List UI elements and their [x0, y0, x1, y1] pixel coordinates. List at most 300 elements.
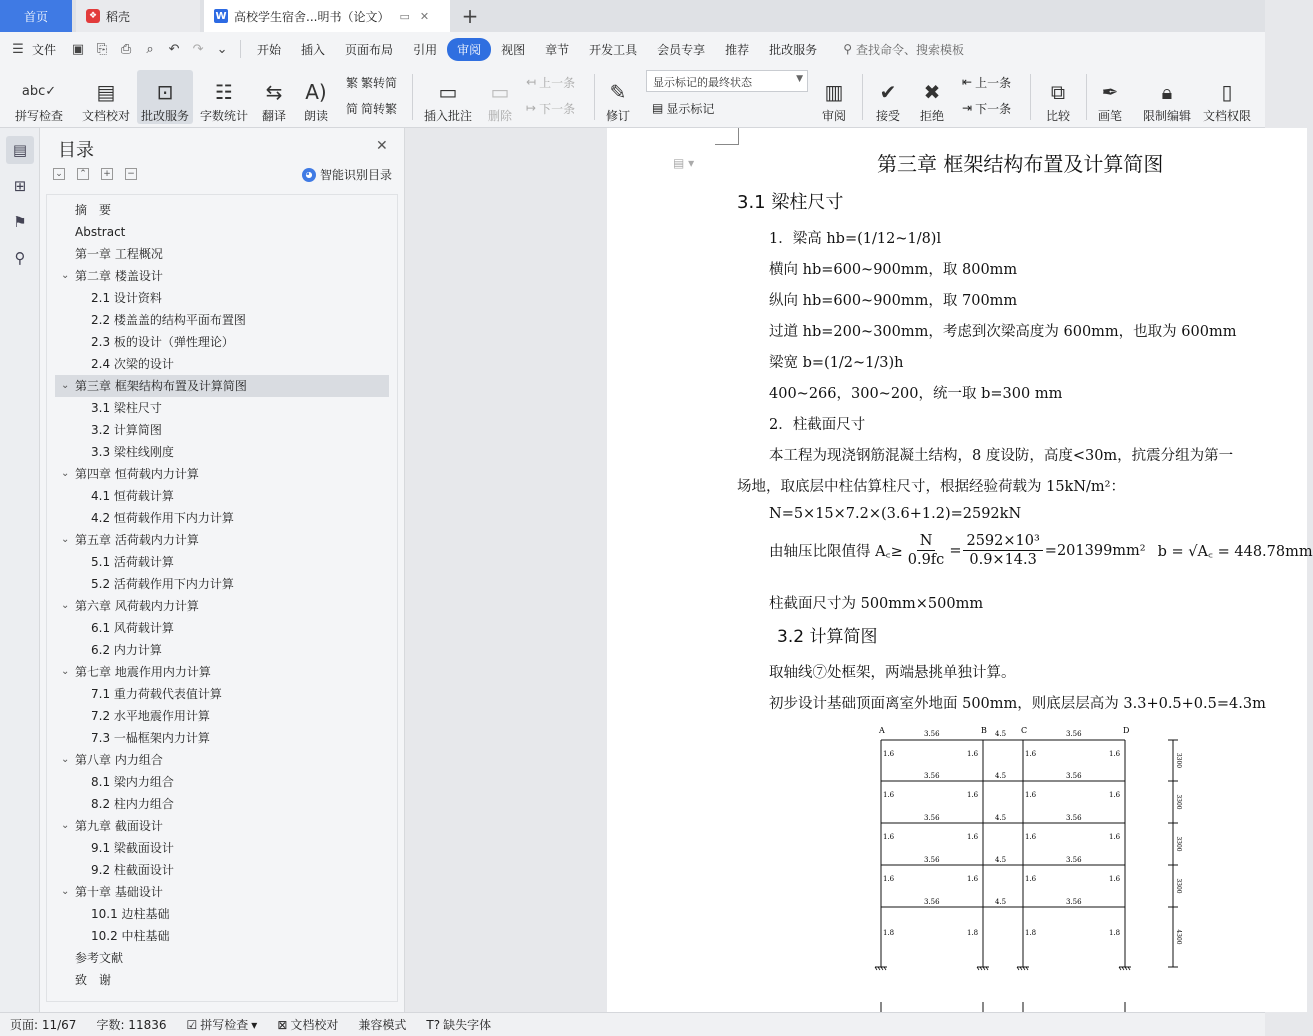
chevron-down-icon[interactable]: ⌄ — [61, 820, 70, 831]
smart-toc-label: 智能识别目录 — [320, 168, 393, 182]
toc-list — [46, 194, 398, 1002]
doc-line: 横向 hb=600~900mm，取 800mm — [769, 262, 1018, 278]
column-stiffness: 1.8 — [1025, 929, 1037, 937]
show-markup-label: 显示标记 — [666, 101, 715, 116]
column-stiffness: 1.6 — [883, 875, 895, 883]
axis-label: A — [879, 726, 885, 735]
toc-item-label: 第七章 地震作用内力计算 — [75, 665, 211, 679]
save-icon[interactable]: ▣ — [71, 41, 85, 57]
redo-icon[interactable]: ↷ — [192, 41, 204, 57]
grading-icon: ⊡ — [156, 80, 174, 104]
markup-state-value: 显示标记的最终状态 — [653, 76, 752, 89]
toc-item[interactable] — [47, 331, 397, 353]
column-stiffness: 1.6 — [1025, 791, 1037, 799]
section-heading: 3.1 梁柱尺寸 — [737, 192, 844, 213]
export-icon[interactable]: ⎘ — [96, 41, 108, 57]
column-stiffness: 1.6 — [1025, 875, 1037, 883]
toc-item[interactable] — [47, 903, 397, 925]
toc-item-label: 3.3 梁柱线刚度 — [91, 445, 174, 459]
toc-item-label: 第九章 截面设计 — [75, 819, 163, 833]
menu-start[interactable]: 开始 — [257, 42, 282, 57]
beam-stiffness: 3.56 — [1066, 856, 1082, 864]
doc-line: 场地，取底层中柱估算柱尺寸，根据经验荷载为 15kN/m²： — [737, 479, 1125, 495]
insert-comment-button[interactable] — [420, 70, 476, 124]
chevron-down-icon[interactable]: ⌄ — [61, 886, 70, 897]
menu-page-layout[interactable]: 页面布局 — [345, 42, 394, 57]
search-icon[interactable]: ⚲ — [14, 249, 26, 267]
formula-denominator-2: 0.9×14.3 — [969, 552, 1037, 568]
smart-toc-icon: ◕ — [302, 168, 316, 182]
review-button[interactable] — [816, 70, 852, 124]
toc-item[interactable] — [47, 705, 397, 727]
doc-permission-label: 文档权限 — [1202, 109, 1251, 123]
column-stiffness: 1.6 — [967, 875, 979, 883]
toc-item-label: 7.3 一榀框架内力计算 — [91, 731, 210, 745]
ribbon-separator — [862, 74, 863, 120]
story-height-label: 3300 — [1175, 836, 1182, 852]
lock-icon: 🔒︎ — [1161, 80, 1173, 104]
column-stiffness: 1.6 — [883, 791, 895, 799]
formula-b: b = √A꜀ = 448.78mm — [1157, 543, 1313, 560]
menu-chapter[interactable]: 章节 — [545, 42, 570, 57]
next-change-button[interactable] — [962, 98, 1011, 118]
toc-item-label: 6.2 内力计算 — [91, 643, 162, 657]
proof-status-label: 文档校对 — [290, 1018, 339, 1032]
doc-proof-label: 文档校对 — [81, 109, 130, 123]
toc-item-label: 第八章 内力组合 — [75, 753, 163, 767]
column-stiffness: 1.6 — [883, 750, 895, 758]
page-corner-mark — [738, 128, 739, 145]
next-change-label: 下一条 — [975, 101, 1012, 116]
font-icon: T? — [426, 1017, 441, 1032]
chevron-down-icon[interactable]: ⌄ — [61, 270, 70, 281]
beam-stiffness: 3.56 — [924, 898, 940, 906]
trad-to-simp-button[interactable] — [346, 72, 397, 92]
bookmark-icon[interactable]: ⚑ — [13, 213, 27, 231]
remove-heading-icon[interactable]: − — [125, 168, 137, 180]
beam-stiffness: 4.5 — [995, 814, 1007, 822]
column-stiffness: 1.8 — [967, 929, 979, 937]
beam-stiffness: 4.5 — [995, 772, 1007, 780]
doc-line: 1．梁高 hb=(1/12~1/8)l — [769, 231, 942, 247]
toc-item-label: 第四章 恒荷载内力计算 — [75, 467, 199, 481]
simp-convert-label: 简转繁 — [361, 101, 398, 116]
chevron-down-icon[interactable]: ⌄ — [61, 600, 70, 611]
toc-item-label: 摘 要 — [75, 203, 112, 217]
top-dimension: 4.5 — [995, 730, 1007, 738]
frame-diagram — [867, 720, 1207, 1012]
translate-icon: ⇆ — [265, 80, 283, 104]
column-stiffness: 1.6 — [1109, 875, 1121, 883]
chapter-nav-icon[interactable]: ⊞ — [13, 177, 27, 195]
doc-line: 取轴线⑦处框架，两端悬挑单独计算。 — [769, 665, 1016, 681]
restrict-edit-label: 限制编辑 — [1142, 109, 1191, 123]
toc-item-label: 第六章 风荷载内力计算 — [75, 599, 199, 613]
toc-item[interactable] — [47, 463, 397, 485]
toc-item[interactable] — [47, 683, 397, 705]
toc-item-label: 6.1 风荷载计算 — [91, 621, 174, 635]
word-count-label: 字数统计 — [199, 109, 248, 123]
doc-permission-icon: ▯ — [1221, 80, 1233, 104]
axis-label: D — [1123, 726, 1130, 735]
toc-item-label: 2.1 设计资料 — [91, 291, 162, 305]
toc-item[interactable] — [47, 771, 397, 793]
beam-stiffness: 3.56 — [1066, 772, 1082, 780]
wps-writer-icon: W — [215, 10, 227, 22]
formula-fraction-2 — [963, 532, 1042, 569]
story-height-label: 3300 — [1175, 794, 1182, 810]
toc-item[interactable] — [47, 969, 397, 991]
spellcheck-icon: abc✓ — [21, 84, 57, 99]
prev-change-icon: ⇤ — [962, 75, 973, 89]
toc-item-label: 7.2 水平地震作用计算 — [91, 709, 210, 723]
toc-item[interactable] — [47, 199, 397, 221]
chevron-down-icon: ▾ — [251, 1017, 258, 1032]
markup-state-select[interactable] — [646, 70, 808, 92]
tab-bar — [0, 0, 1265, 32]
pin-icon[interactable]: ▭ — [399, 9, 410, 23]
beam-stiffness: 3.56 — [924, 856, 940, 864]
doc-proof-icon: ▤ — [96, 80, 116, 104]
toc-item-label: 3.1 梁柱尺寸 — [91, 401, 162, 415]
close-icon[interactable]: ✕ — [376, 138, 388, 154]
chevron-down-icon[interactable]: ⌄ — [61, 754, 70, 765]
beam-stiffness: 4.5 — [995, 856, 1007, 864]
document-area — [405, 128, 1313, 1012]
restrict-edit-button[interactable] — [1140, 70, 1194, 124]
next-change-icon: ⇥ — [962, 101, 973, 115]
doc-line: 纵向 hb=600~900mm，取 700mm — [769, 293, 1018, 309]
toc-item[interactable] — [47, 397, 397, 419]
spellcheck-status-label: 拼写检查 — [200, 1018, 249, 1032]
toc-item-label: 7.1 重力荷载代表值计算 — [91, 687, 222, 701]
undo-icon[interactable]: ↶ — [168, 41, 180, 57]
menu-dev-tools[interactable]: 开发工具 — [589, 42, 638, 57]
top-dimension: 3.56 — [924, 730, 940, 738]
menu-member[interactable]: 会员专享 — [657, 42, 706, 57]
page-indicator[interactable]: 页面: 11/67 — [10, 1018, 77, 1032]
trad-convert-label: 繁转简 — [361, 75, 398, 90]
pen-label: 画笔 — [1097, 109, 1122, 123]
nav-icon-strip — [0, 128, 40, 1012]
compare-label: 比较 — [1045, 109, 1070, 123]
grading-label: 批改服务 — [140, 109, 189, 123]
beam-stiffness: 3.56 — [1066, 898, 1082, 906]
column-stiffness: 1.6 — [1025, 750, 1037, 758]
pen-button[interactable] — [1094, 70, 1126, 124]
ribbon-separator — [412, 74, 413, 120]
chevron-down-icon[interactable]: ⌄ — [61, 468, 70, 479]
column-stiffness: 1.6 — [1109, 833, 1121, 841]
formula-fraction — [905, 532, 948, 569]
toc-item[interactable] — [47, 727, 397, 749]
close-tab-icon[interactable]: ✕ — [419, 9, 430, 23]
ribbon-separator — [594, 74, 595, 120]
story-height-label: 3300 — [1175, 878, 1182, 894]
beam-stiffness: 3.56 — [1066, 814, 1082, 822]
doc-proof-button[interactable] — [78, 70, 134, 124]
toc-item-label: 2.2 楼盖盖的结构平面布置图 — [91, 313, 246, 327]
column-stiffness: 1.6 — [967, 833, 979, 841]
tab-home[interactable] — [0, 0, 72, 32]
toc-item-label: 第二章 楼盖设计 — [75, 269, 163, 283]
toc-item-label: 第十章 基础设计 — [75, 885, 163, 899]
review-label: 审阅 — [821, 109, 846, 123]
chevron-down-icon[interactable]: ⌄ — [61, 666, 70, 677]
document-page[interactable] — [607, 128, 1313, 1012]
toc-item-label: 参考文献 — [75, 951, 124, 965]
column-stiffness: 1.6 — [967, 791, 979, 799]
hamburger-icon[interactable]: ☰ — [12, 41, 24, 57]
read-aloud-icon: A) — [305, 80, 327, 104]
menu-recommend[interactable]: 推荐 — [725, 42, 750, 57]
prev-change-button[interactable] — [962, 72, 1011, 92]
toc-item[interactable] — [47, 639, 397, 661]
formula-result: =201399mm² — [1044, 542, 1146, 559]
doc-line: 梁宽 b=(1/2~1/3)h — [769, 355, 904, 371]
read-aloud-label: 朗读 — [303, 109, 328, 123]
formula-denominator: 0.9fc — [907, 552, 945, 568]
formula-equals: = — [949, 542, 962, 559]
ribbon-separator — [1086, 74, 1087, 120]
smart-toc-button[interactable] — [302, 166, 392, 183]
toc-item-label: 8.1 梁内力组合 — [91, 775, 174, 789]
command-search-placeholder: 查找命令、搜索模板 — [855, 42, 964, 57]
toc-item[interactable] — [47, 265, 397, 287]
toc-item-label: 9.1 梁截面设计 — [91, 841, 174, 855]
command-search[interactable] — [843, 41, 964, 58]
trad-convert-icon: 繁 — [346, 75, 359, 90]
separator — [240, 40, 241, 58]
menu-file[interactable]: 文件 — [32, 42, 57, 57]
tab-document-label: 高校学生宿舍...明书（论文） — [234, 9, 390, 24]
spellcheck-label: 拼写检查 — [14, 109, 63, 123]
toc-item[interactable] — [47, 815, 397, 837]
delete-comment-label: 删除 — [487, 109, 512, 123]
beam-stiffness: 3.56 — [924, 772, 940, 780]
toc-item[interactable] — [47, 837, 397, 859]
doc-line: 400~266，300~200，统一取 b=300 mm — [769, 386, 1063, 402]
doc-line: 初步设计基础顶面离室外地面 500mm，则底层层高为 3.3+0.5+0.5=4.3m — [769, 696, 1266, 712]
word-count-indicator[interactable]: 字数: 11836 — [96, 1018, 167, 1032]
toc-item-label: 致 谢 — [75, 973, 112, 987]
top-dimension: 3.56 — [1066, 730, 1082, 738]
tab-home-label: 首页 — [23, 9, 48, 24]
doc-line: 2．柱截面尺寸 — [769, 417, 866, 433]
toc-item-label: 第三章 框架结构布置及计算简图 — [75, 379, 247, 393]
accept-label: 接受 — [875, 109, 900, 123]
delete-comment-icon: ▭ — [490, 80, 510, 104]
toc-item[interactable] — [47, 529, 397, 551]
read-aloud-button[interactable] — [298, 70, 334, 124]
toc-item-label: 第五章 活荷载内力计算 — [75, 533, 199, 547]
menu-insert[interactable]: 插入 — [301, 42, 326, 57]
toc-item[interactable] — [47, 287, 397, 309]
prev-comment-icon: ↤ — [526, 75, 537, 89]
toc-item-label: 10.1 边柱基础 — [91, 907, 170, 921]
page-corner-mark — [715, 128, 739, 145]
toc-item[interactable] — [47, 485, 397, 507]
doc-line: 过道 hb=200~300mm，考虑到次梁高度为 600mm，也取为 600mm — [769, 324, 1237, 340]
formula-numerator: N — [917, 532, 936, 551]
toc-item[interactable] — [47, 859, 397, 881]
toc-item[interactable] — [47, 947, 397, 969]
accept-icon: ✔ — [879, 80, 897, 104]
print-icon[interactable]: ⎙ — [120, 41, 132, 57]
insert-comment-icon: ▭ — [438, 80, 458, 104]
beam-stiffness: 4.5 — [995, 898, 1007, 906]
toc-item-label: 第一章 工程概况 — [75, 247, 163, 261]
status-bar — [0, 1012, 1265, 1036]
toc-item[interactable] — [47, 353, 397, 375]
toc-item[interactable] — [47, 595, 397, 617]
toc-item[interactable] — [47, 419, 397, 441]
doc-permission-button[interactable] — [1200, 70, 1254, 124]
ribbon-separator — [1030, 74, 1031, 120]
word-count-icon: ☷ — [215, 80, 233, 104]
menu-grading[interactable]: 批改服务 — [769, 42, 818, 57]
toc-item[interactable] — [47, 221, 397, 243]
prev-comment-label: 上一条 — [539, 75, 576, 90]
insert-comment-label: 插入批注 — [423, 109, 472, 123]
toc-item[interactable] — [47, 881, 397, 903]
more-icon[interactable]: ⌄ — [216, 41, 228, 57]
axis-label: C — [1021, 726, 1028, 735]
prev-comment-button[interactable] — [526, 72, 575, 92]
track-changes-icon: ✎ — [609, 80, 627, 104]
delete-comment-button[interactable] — [480, 70, 520, 124]
prev-change-label: 上一条 — [975, 75, 1012, 90]
menu-view[interactable]: 视图 — [501, 42, 526, 57]
doc-line: 本工程为现浇钢筋混凝土结构，8 度设防，高度<30m，抗震分组为第一 — [769, 448, 1234, 464]
toc-item-label: Abstract — [75, 225, 126, 239]
toc-item[interactable] — [55, 375, 389, 397]
compat-mode[interactable]: 兼容模式 — [358, 1018, 407, 1032]
toc-item[interactable] — [47, 617, 397, 639]
reject-icon: ✖ — [923, 80, 941, 104]
translate-button[interactable] — [254, 70, 294, 124]
column-stiffness: 1.6 — [967, 750, 979, 758]
next-comment-icon: ↦ — [526, 101, 537, 115]
toc-item[interactable] — [47, 507, 397, 529]
chevron-down-icon[interactable]: ⌄ — [61, 380, 70, 391]
doc-line: 柱截面尺寸为 500mm×500mm — [769, 596, 984, 612]
column-stiffness: 1.6 — [1025, 833, 1037, 841]
search-icon: ⚲ — [843, 42, 852, 56]
formula-numerator-2: 2592×10³ — [963, 532, 1042, 551]
column-stiffness: 1.6 — [883, 833, 895, 841]
toc-item[interactable] — [47, 793, 397, 815]
pen-icon: ✒ — [1101, 80, 1119, 104]
doc-line: N=5×15×7.2×(3.6+1.2)=2592kN — [769, 506, 1022, 522]
menu-review[interactable]: 审阅 — [447, 38, 491, 61]
section-heading: 3.2 计算简图 — [777, 627, 878, 647]
accept-button[interactable] — [870, 70, 906, 124]
track-changes-button[interactable] — [600, 70, 636, 124]
toc-item-label: 9.2 柱截面设计 — [91, 863, 174, 877]
axial-ratio-formula — [769, 532, 1313, 569]
chevron-down-icon: ▼ — [796, 74, 803, 84]
compare-button[interactable] — [1038, 70, 1078, 124]
toc-item[interactable] — [47, 551, 397, 573]
menu-references[interactable]: 引用 — [413, 42, 438, 57]
tab-daoke[interactable] — [76, 0, 200, 32]
story-height-label: 3300 — [1175, 752, 1182, 769]
toc-item[interactable] — [47, 661, 397, 683]
reject-label: 拒绝 — [919, 109, 944, 123]
toc-title: 目录 — [58, 140, 94, 161]
toc-item[interactable] — [47, 749, 397, 771]
toc-item-label: 4.2 恒荷载作用下内力计算 — [91, 511, 234, 525]
beam-stiffness: 3.56 — [924, 814, 940, 822]
checkbox-icon: ☑ — [186, 1017, 198, 1032]
spellcheck-status[interactable] — [177, 1016, 268, 1033]
simp-to-trad-button[interactable] — [346, 98, 397, 118]
proof-icon: ⊠ — [277, 1017, 288, 1032]
toc-item[interactable] — [47, 309, 397, 331]
collapse-all-icon[interactable]: ⌄ — [53, 168, 65, 180]
formula-prefix: 由轴压比限值得 A꜀≥ — [769, 544, 903, 560]
add-heading-icon[interactable]: + — [101, 168, 113, 180]
toc-item[interactable] — [47, 925, 397, 947]
proof-status[interactable] — [267, 1016, 348, 1033]
print-preview-icon[interactable]: ⌕ — [146, 41, 154, 57]
toc-item-label: 2.3 板的设计（弹性理论） — [91, 335, 234, 349]
toc-item-label: 2.4 次梁的设计 — [91, 357, 174, 371]
paragraph-options-icon[interactable]: ▤ ▾ — [673, 156, 695, 170]
expand-up-icon[interactable]: ⌃ — [77, 168, 89, 180]
story-height-label: 4300 — [1175, 929, 1182, 945]
toc-item-label: 4.1 恒荷载计算 — [91, 489, 174, 503]
spellcheck-button[interactable] — [8, 70, 70, 124]
missing-font-label: 缺失字体 — [443, 1018, 492, 1032]
reject-button[interactable] — [914, 70, 950, 124]
toc-panel — [40, 128, 405, 1012]
toc-item-label: 8.2 柱内力组合 — [91, 797, 174, 811]
next-comment-label: 下一条 — [539, 101, 576, 116]
translate-label: 翻译 — [261, 109, 286, 123]
tab-document[interactable] — [204, 0, 450, 32]
column-stiffness: 1.8 — [1109, 929, 1121, 937]
next-comment-button[interactable] — [526, 98, 575, 118]
column-stiffness: 1.6 — [1109, 750, 1121, 758]
new-tab-button[interactable] — [456, 0, 484, 32]
review-ribbon — [0, 66, 1265, 128]
show-markup-icon: ▤ — [652, 101, 664, 115]
toc-item-label: 3.2 计算简图 — [91, 423, 162, 437]
chapter-title: 第三章 框架结构布置及计算简图 — [877, 152, 1164, 176]
toc-item[interactable] — [47, 441, 397, 463]
chevron-down-icon[interactable]: ⌄ — [61, 534, 70, 545]
word-count-button[interactable] — [197, 70, 251, 124]
toc-nav-icon[interactable]: ▤ — [6, 136, 34, 164]
review-icon: ▥ — [824, 80, 844, 104]
show-markup-button[interactable] — [652, 98, 714, 118]
new-tab-icon: + — [461, 4, 479, 28]
tab-daoke-label: 稻壳 — [106, 9, 131, 24]
grading-service-button[interactable] — [137, 70, 193, 124]
column-stiffness: 1.8 — [883, 929, 895, 937]
daoke-logo-icon: ❖ — [86, 9, 100, 23]
column-stiffness: 1.6 — [1109, 791, 1121, 799]
missing-font-status[interactable] — [416, 1016, 501, 1033]
toc-item[interactable] — [47, 243, 397, 265]
toc-item-label: 5.2 活荷载作用下内力计算 — [91, 577, 234, 591]
menu-bar — [0, 32, 1265, 66]
axis-label: B — [981, 726, 987, 735]
toc-item[interactable] — [47, 573, 397, 595]
toc-item-label: 5.1 活荷载计算 — [91, 555, 174, 569]
